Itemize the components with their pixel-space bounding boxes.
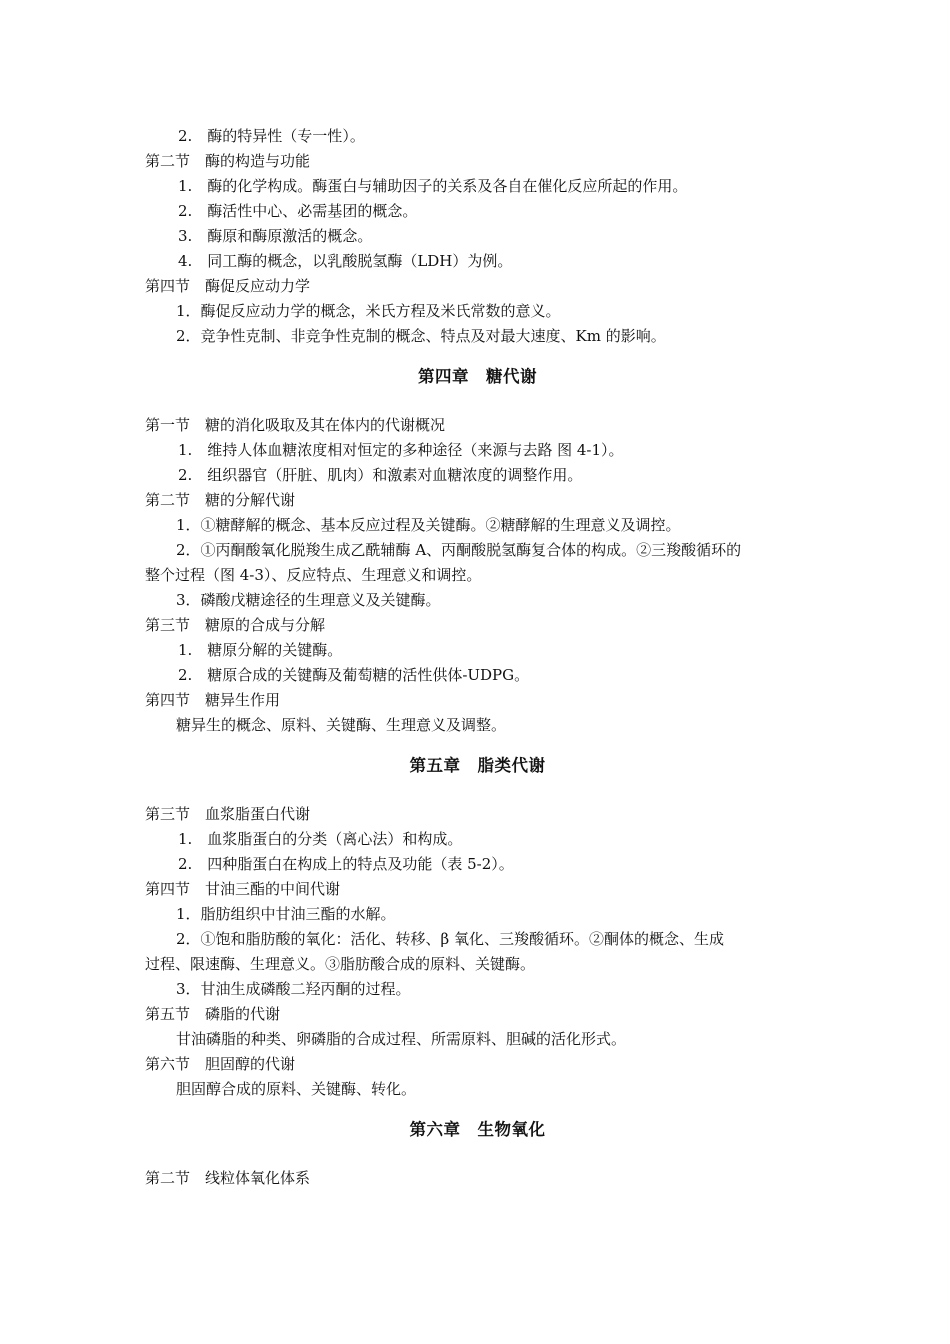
list-item: 4. 同工酶的概念，以乳酸脱氢酶（LDH）为例。 xyxy=(178,252,513,270)
list-item: 2. 酶的特异性（专一性）。 xyxy=(178,127,365,145)
list-item: 1．脂肪组织中甘油三酯的水解。 xyxy=(176,905,396,923)
section-heading: 第一节 糖的消化吸取及其在体内的代谢概况 xyxy=(145,416,446,434)
list-item: 2．①饱和脂肪酸的氧化：活化、转移、β 氧化、三羧酸循环。②酮体的概念、生成 xyxy=(176,930,724,948)
list-item: 1. 糖原分解的关键酶。 xyxy=(178,641,343,659)
section-heading: 第二节 酶的构造与功能 xyxy=(145,152,311,170)
section-heading: 第三节 糖原的合成与分解 xyxy=(145,616,326,634)
paragraph: 甘油磷脂的种类、卵磷脂的合成过程、所需原料、胆碱的活化形式。 xyxy=(176,1030,627,1048)
paragraph: 胆固醇合成的原料、关键酶、转化。 xyxy=(176,1080,417,1098)
list-item: 1. 血浆脂蛋白的分类（离心法）和构成。 xyxy=(178,830,463,848)
section-heading: 第五节 磷脂的代谢 xyxy=(145,1005,281,1023)
list-item: 1. 维持人体血糖浓度相对恒定的多种途径（来源与去路 图 4-1）。 xyxy=(178,441,624,459)
document-page xyxy=(145,124,810,1191)
list-item: 2. 酶活性中心、必需基团的概念。 xyxy=(178,202,418,220)
list-item: 2．竞争性克制、非竞争性克制的概念、特点及对最大速度、Km 的影响。 xyxy=(176,327,666,345)
paragraph: 糖异生的概念、原料、关键酶、生理意义及调整。 xyxy=(176,716,507,734)
section-heading: 第六节 胆固醇的代谢 xyxy=(145,1055,296,1073)
list-item: 1．酶促反应动力学的概念，米氏方程及米氏常数的意义。 xyxy=(176,302,561,320)
chapter-title: 第六章 生物氧化 xyxy=(409,1120,546,1139)
list-item: 3．磷酸戊糖途径的生理意义及关键酶。 xyxy=(176,591,441,609)
section-heading: 第四节 糖异生作用 xyxy=(145,691,281,709)
list-item: 2. 糖原合成的关键酶及葡萄糖的活性供体-UDPG。 xyxy=(178,666,530,684)
list-item: 1．①糖酵解的概念、基本反应过程及关键酶。②糖酵解的生理意义及调控。 xyxy=(176,516,681,534)
list-item: 2. 组织器官（肝脏、肌肉）和激素对血糖浓度的调整作用。 xyxy=(178,466,583,484)
section-heading: 第三节 血浆脂蛋白代谢 xyxy=(145,805,311,823)
list-item: 2. 四种脂蛋白在构成上的特点及功能（表 5-2）。 xyxy=(178,855,514,873)
paragraph-continuation: 过程、限速酶、生理意义。③脂肪酸合成的原料、关键酶。 xyxy=(145,955,536,973)
list-item: 2．①丙酮酸氧化脱羧生成乙酰辅酶 A、丙酮酸脱氢酶复合体的构成。②三羧酸循环的 xyxy=(176,541,742,559)
section-heading: 第二节 线粒体氧化体系 xyxy=(145,1169,311,1187)
list-item: 3．甘油生成磷酸二羟丙酮的过程。 xyxy=(176,980,411,998)
list-item: 1. 酶的化学构成。酶蛋白与辅助因子的关系及各自在催化反应所起的作用。 xyxy=(178,177,688,195)
section-heading: 第四节 甘油三酯的中间代谢 xyxy=(145,880,341,898)
paragraph-continuation: 整个过程（图 4-3）、反应特点、生理意义和调控。 xyxy=(145,566,482,584)
chapter-title: 第四章 糖代谢 xyxy=(418,367,537,386)
list-item: 3. 酶原和酶原激活的概念。 xyxy=(178,227,373,245)
section-heading: 第二节 糖的分解代谢 xyxy=(145,491,296,509)
chapter-title: 第五章 脂类代谢 xyxy=(409,756,546,775)
section-heading: 第四节 酶促反应动力学 xyxy=(145,277,311,295)
